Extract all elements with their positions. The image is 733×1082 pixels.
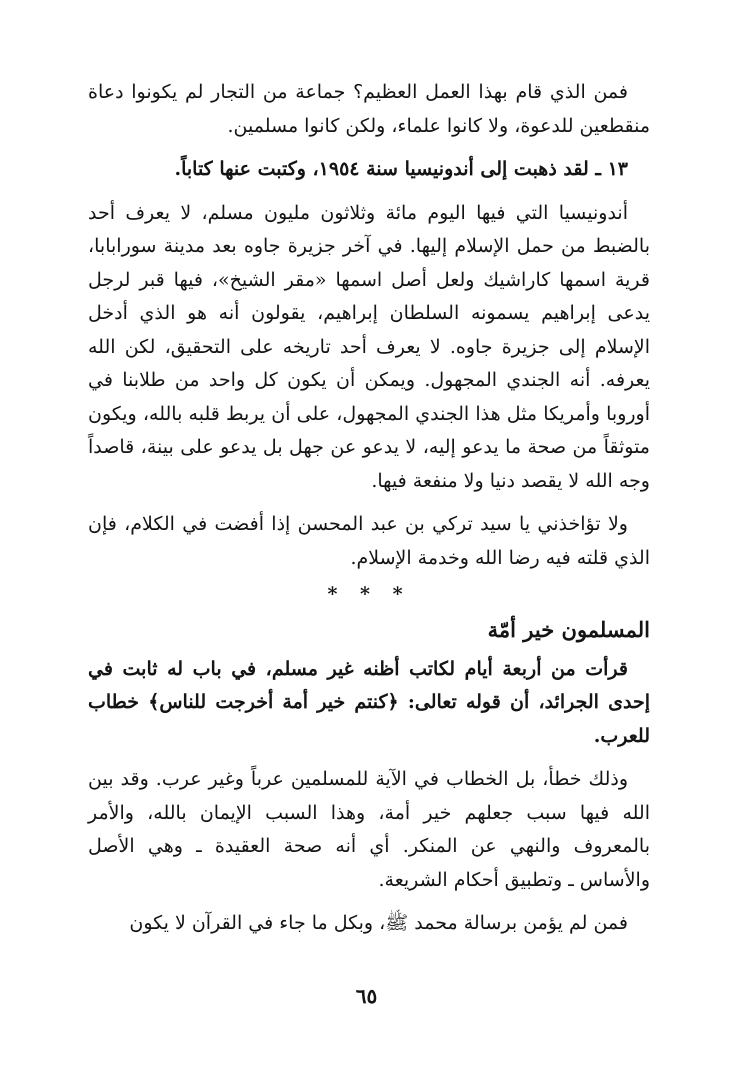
page-body [88, 76, 650, 941]
paragraph-continuation: فمن لم يؤمن برسالة محمد ﷺ، وبكل ما جاء في القرآن لا يكون [129, 912, 628, 934]
section-separator: * * * [327, 583, 411, 605]
paragraph-refutation: وذلك خطأ، بل الخطاب في الآية للمسلمين عرباً وغير عرب. وقد بين الله فيها سبب جعلهم خير أمة، وهذا السبب الإيمان بالله، والأمر بالمعروف والنهي عن المنكر. أي أنه صحة العقيدة ـ وهي الأصل والأساس ـ وتطبيق أحكام الشريعة. [88, 768, 650, 891]
paragraph-indonesia-history: أندونيسيا التي فيها اليوم مائة وثلاثون مليون مسلم، لا يعرف أحد بالضبط من حمل الإسلام إليها. في آخر جزيرة جاوه بعد مدينة سورابابا، قرية اسمها كاراشيك ولعل أصل اسمها «مقر الشيخ»، فيها قبر لرجل يدعى إبراهيم يسمونه السلطان إبراهيم، يقولون أنه هو الذي أدخل الإسلام إلى جزيرة جاوه. لا يعرف أحد تاريخه على التحقيق، لكن الله يعرفه. أنه الجندي المجهول. ويمكن أن يكون كل واحد من طلابنا في أوروبا وأمريكا مثل هذا الجندي المجهول، على أن يربط قلبه بالله، ويكون متوثقاً من صحة ما يدعو إليه، لا يدعو عن جهل بل يدعو على بينة، قاصداً وجه الله لا يقصد دنيا ولا منفعة فيها. [88, 201, 650, 492]
section-heading: المسلمون خير أمّة [487, 617, 650, 642]
page-number: ٦٥ [355, 984, 378, 1008]
paragraph-article-claim: قرأت من أربعة أيام لكاتب أظنه غير مسلم، في باب له ثابت في إحدى الجرائد، أن قوله تعالى: ﴿كنتم خير أمة أخرجت للناس﴾ خطاب للعرب. [88, 657, 650, 747]
paragraph-indonesia-visit: ١٣ ـ لقد ذهبت إلى أندونيسيا سنة ١٩٥٤، وكتبت عنها كتاباً. [174, 158, 628, 180]
paragraph-apology: ولا تؤاخذني يا سيد تركي بن عبد المحسن إذا أفضت في الكلام، فإن الذي قلته فيه رضا الله وخدمة الإسلام. [88, 513, 650, 569]
paragraph-traders: فمن الذي قام بهذا العمل العظيم؟ جماعة من التجار لم يكونوا دعاة منقطعين للدعوة، ولا كانوا علماء، ولكن كانوا مسلمين. [88, 81, 650, 137]
